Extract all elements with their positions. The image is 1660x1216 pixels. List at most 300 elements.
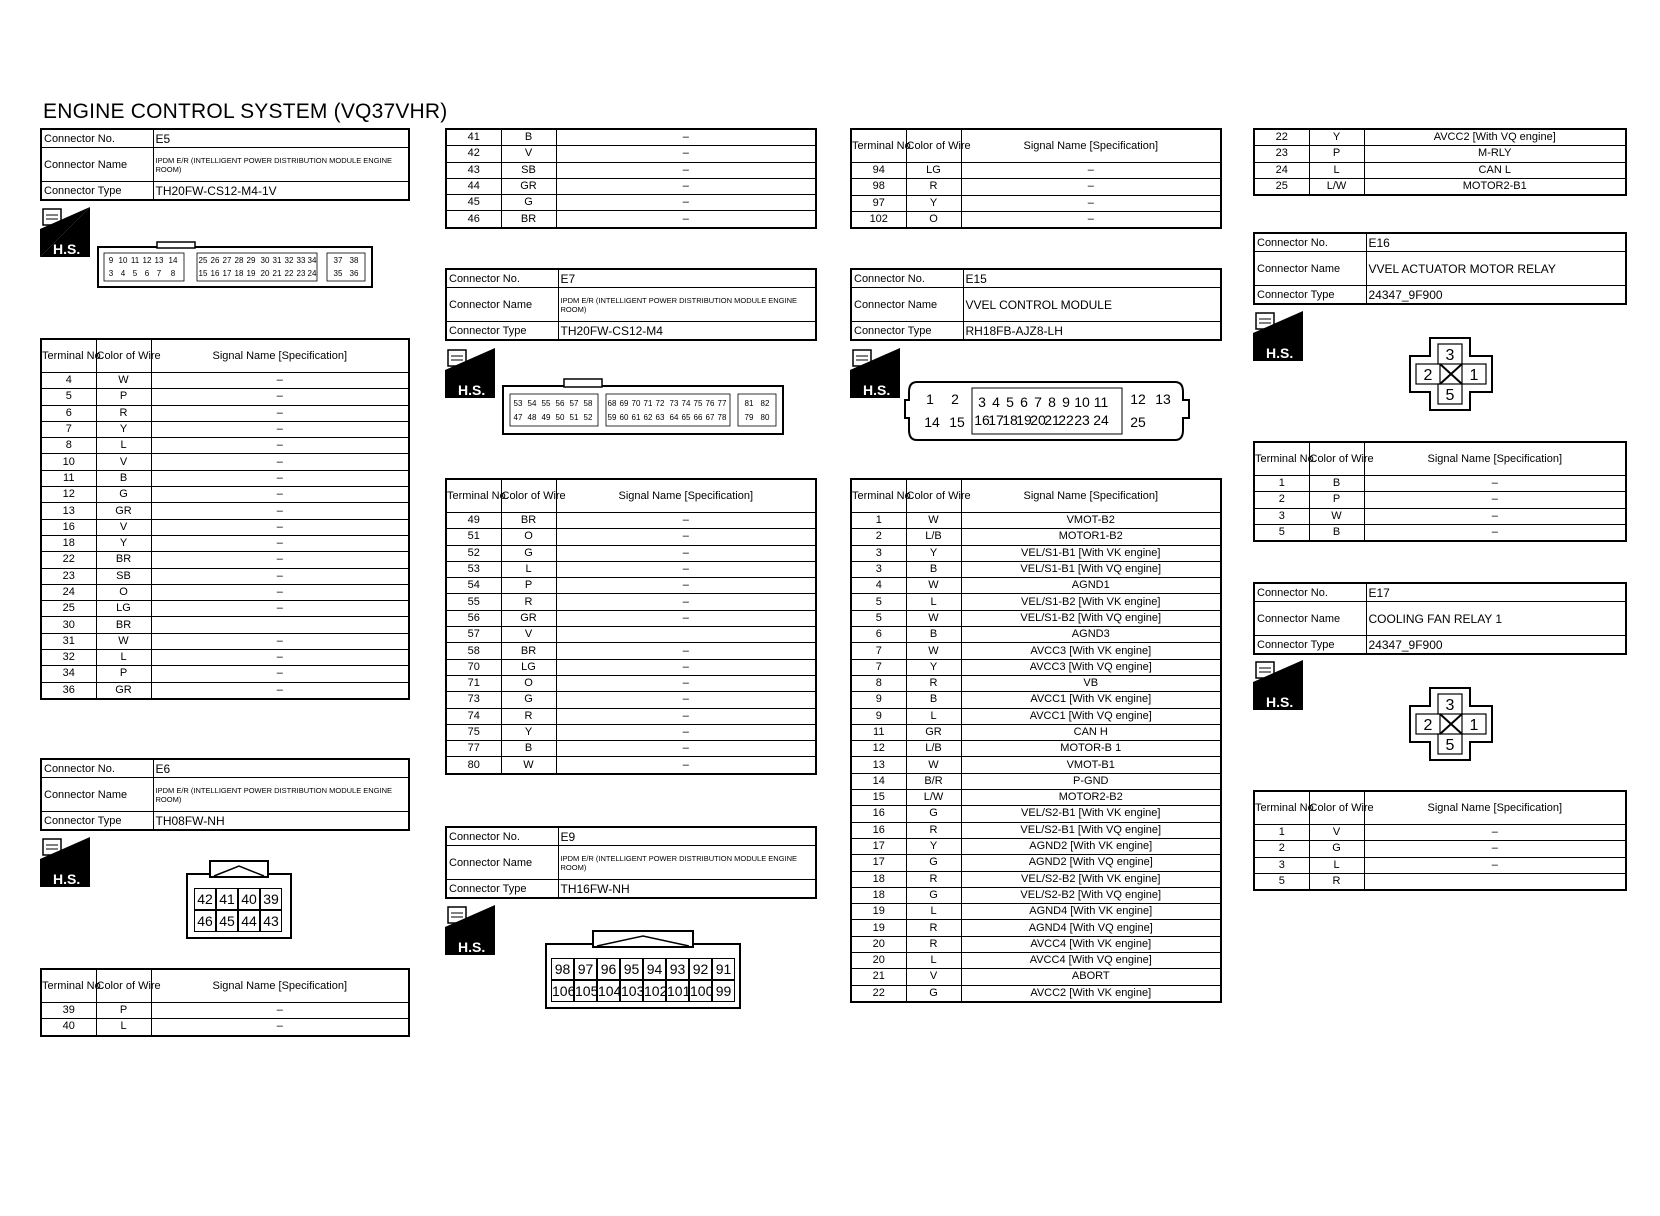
color-cell: L/B (906, 529, 961, 545)
signal-cell: AVCC4 [With VQ engine] (961, 953, 1221, 969)
table-row (851, 529, 1221, 545)
terminal-cell: 71 (446, 675, 501, 691)
svg-text:3: 3 (978, 394, 986, 410)
terminal-cell: 17 (851, 838, 906, 854)
value: TH08FW-NH (153, 812, 409, 831)
terminal-cell: 14 (851, 773, 906, 789)
svg-text:18: 18 (1002, 412, 1018, 428)
terminal-cell: 5 (851, 594, 906, 610)
color-cell: Y (501, 724, 556, 740)
svg-text:37: 37 (333, 256, 343, 265)
terminal-cell: 45 (446, 195, 501, 211)
signal-cell: MOTOR-B 1 (961, 741, 1221, 757)
table-row (41, 519, 409, 535)
signal-cell: – (151, 405, 409, 421)
table-row (1254, 825, 1626, 841)
value: E15 (963, 269, 1221, 288)
svg-text:11: 11 (130, 256, 140, 265)
svg-text:15: 15 (198, 269, 208, 278)
pin: 43 (260, 910, 282, 932)
terminal-cell: 12 (851, 741, 906, 757)
svg-text:H.S.: H.S. (53, 241, 81, 257)
label: Connector Name (446, 288, 558, 322)
color-cell: R (96, 405, 151, 421)
table-row (41, 682, 409, 699)
color-cell: GR (501, 610, 556, 626)
table-row (41, 535, 409, 551)
table-row (851, 855, 1221, 871)
terminal-cell: 4 (41, 373, 96, 389)
color-cell: V (501, 627, 556, 643)
col-terminal: Terminal No. (851, 479, 906, 513)
svg-text:55: 55 (541, 399, 551, 408)
signal-cell: – (1364, 476, 1626, 492)
signal-cell: – (151, 519, 409, 535)
signal-cell: – (151, 1003, 409, 1019)
color-cell: O (501, 675, 556, 691)
harness-side-icon (1253, 311, 1303, 361)
terminal-cell: 57 (446, 627, 501, 643)
color-cell: GR (501, 178, 556, 194)
svg-text:51: 51 (569, 413, 579, 422)
col-signal: Signal Name [Specification] (1364, 791, 1626, 825)
terminal-cell: 22 (851, 985, 906, 1002)
pin: 91 (712, 958, 735, 980)
color-cell: R (906, 871, 961, 887)
table-row (446, 741, 816, 757)
color-cell: Y (906, 195, 961, 211)
signal-cell: – (556, 741, 816, 757)
terminal-cell: 11 (851, 724, 906, 740)
table-row (446, 178, 816, 194)
value: E5 (153, 129, 409, 148)
terminal-cell: 5 (1254, 873, 1309, 890)
col-color: Color of Wire (96, 969, 151, 1003)
svg-text:35: 35 (333, 269, 343, 278)
terminal-cell: 6 (41, 405, 96, 421)
table-row (41, 503, 409, 519)
pin: 40 (238, 888, 260, 910)
terminal-cell: 52 (446, 545, 501, 561)
terminal-cell: 70 (446, 659, 501, 675)
svg-text:81: 81 (744, 399, 754, 408)
svg-text:77: 77 (717, 399, 727, 408)
terminal-cell: 6 (851, 627, 906, 643)
signal-cell: – (961, 211, 1221, 228)
table-row (41, 487, 409, 503)
color-cell: P (1309, 146, 1364, 162)
svg-text:48: 48 (527, 413, 537, 422)
table-row (41, 405, 409, 421)
value: E16 (1366, 233, 1626, 252)
table-row (446, 578, 816, 594)
pin: 105 (574, 980, 597, 1002)
label: Connector Type (41, 182, 153, 201)
color-cell: GR (906, 724, 961, 740)
label: Connector No. (851, 269, 963, 288)
value: IPDM E/R (INTELLIGENT POWER DISTRIBUTION MODULE ENGINE ROOM) (153, 148, 409, 182)
signal-cell: VEL/S2-B1 [With VQ engine] (961, 822, 1221, 838)
terminal-cell: 23 (41, 568, 96, 584)
signal-cell: VEL/S2-B2 [With VK engine] (961, 871, 1221, 887)
terminal-cell: 11 (41, 470, 96, 486)
table-row (41, 373, 409, 389)
table-row (41, 552, 409, 568)
label: Connector Type (1254, 636, 1366, 655)
signal-cell: AVCC2 [With VK engine] (961, 985, 1221, 1002)
terminal-cell: 1 (1254, 825, 1309, 841)
svg-text:19: 19 (1016, 412, 1032, 428)
color-cell: B (501, 129, 556, 146)
terminal-cell: 22 (41, 552, 96, 568)
pin: 42 (194, 888, 216, 910)
table-row (851, 594, 1221, 610)
col-terminal: Terminal No. (1254, 791, 1309, 825)
pin: 39 (260, 888, 282, 910)
value: RH18FB-AJZ8-LH (963, 322, 1221, 341)
terminal-cell: 20 (851, 936, 906, 952)
col-color: Color of Wire (906, 129, 961, 163)
terminal-cell: 19 (851, 904, 906, 920)
color-cell: R (906, 936, 961, 952)
e15-wire-table (850, 478, 1222, 1003)
color-cell: G (501, 195, 556, 211)
signal-cell: – (961, 179, 1221, 195)
value: E6 (153, 759, 409, 778)
svg-text:66: 66 (693, 413, 703, 422)
terminal-cell: 32 (41, 650, 96, 666)
svg-text:7: 7 (1034, 394, 1042, 410)
signal-cell: – (1364, 825, 1626, 841)
signal-cell: AGND4 [With VK engine] (961, 904, 1221, 920)
svg-text:53: 53 (513, 399, 523, 408)
value: TH20FW-CS12-M4 (558, 322, 816, 341)
pin: 5 (1445, 737, 1455, 754)
terminal-cell: 5 (1254, 524, 1309, 541)
terminal-cell: 21 (851, 969, 906, 985)
color-cell: O (96, 584, 151, 600)
svg-text:13: 13 (154, 256, 164, 265)
terminal-cell: 94 (851, 163, 906, 179)
signal-cell: AGND3 (961, 627, 1221, 643)
terminal-cell: 8 (851, 675, 906, 691)
value: IPDM E/R (INTELLIGENT POWER DISTRIBUTION MODULE ENGINE ROOM) (558, 288, 816, 322)
table-row (446, 561, 816, 577)
table-row (851, 953, 1221, 969)
e9-connector-face (545, 930, 741, 1010)
svg-text:6: 6 (1020, 394, 1028, 410)
color-cell: B (906, 627, 961, 643)
value: E17 (1366, 583, 1626, 602)
color-cell: LG (501, 659, 556, 675)
label: Connector Name (1254, 252, 1366, 286)
terminal-cell: 30 (41, 617, 96, 633)
table-row (851, 211, 1221, 228)
terminal-cell: 18 (41, 535, 96, 551)
terminal-cell: 12 (41, 487, 96, 503)
svg-text:17: 17 (222, 269, 232, 278)
label: Connector Type (851, 322, 963, 341)
terminal-cell: 36 (41, 682, 96, 699)
e9-info (445, 826, 817, 899)
label: Connector No. (41, 759, 153, 778)
signal-cell: VMOT-B2 (961, 513, 1221, 529)
color-cell: W (906, 513, 961, 529)
svg-text:29: 29 (246, 256, 256, 265)
color-cell: L (906, 594, 961, 610)
pin: 1 (1469, 717, 1479, 734)
table-row (851, 741, 1221, 757)
signal-cell: – (151, 1019, 409, 1036)
table-row (851, 545, 1221, 561)
svg-text:9: 9 (108, 256, 114, 265)
svg-text:10: 10 (118, 256, 128, 265)
svg-text:14: 14 (924, 414, 940, 430)
signal-cell: – (556, 675, 816, 691)
table-row (851, 675, 1221, 691)
table-row (446, 129, 816, 146)
terminal-cell: 51 (446, 529, 501, 545)
svg-text:11: 11 (1093, 394, 1109, 410)
terminal-cell: 9 (851, 708, 906, 724)
svg-text:20: 20 (260, 269, 270, 278)
signal-cell: AVCC4 [With VK engine] (961, 936, 1221, 952)
color-cell: P (96, 389, 151, 405)
table-row (851, 179, 1221, 195)
svg-text:16: 16 (974, 412, 990, 428)
pin: 100 (689, 980, 712, 1002)
terminal-cell: 4 (851, 578, 906, 594)
harness-side-icon (850, 348, 900, 398)
terminal-cell: 2 (1254, 841, 1309, 857)
terminal-cell: 39 (41, 1003, 96, 1019)
harness-side-icon (1253, 660, 1303, 710)
svg-text:80: 80 (760, 413, 770, 422)
terminal-cell: 31 (41, 633, 96, 649)
col-color: Color of Wire (1309, 442, 1364, 476)
color-cell: L (1309, 857, 1364, 873)
signal-cell: – (961, 195, 1221, 211)
signal-cell: VEL/S1-B2 [With VK engine] (961, 594, 1221, 610)
terminal-cell: 16 (851, 822, 906, 838)
svg-text:12: 12 (1130, 391, 1146, 407)
color-cell: V (501, 146, 556, 162)
signal-cell: VEL/S1-B2 [With VQ engine] (961, 610, 1221, 626)
label: Connector Type (446, 880, 558, 899)
color-cell: W (906, 610, 961, 626)
harness-side-icon (40, 837, 90, 887)
label: Connector Type (446, 322, 558, 341)
svg-text:32: 32 (284, 256, 294, 265)
terminal-cell: 53 (446, 561, 501, 577)
color-cell: P (501, 578, 556, 594)
color-cell: B (96, 470, 151, 486)
table-row (851, 790, 1221, 806)
terminal-cell: 44 (446, 178, 501, 194)
color-cell: L (906, 904, 961, 920)
e7-connector-face (502, 378, 784, 441)
color-cell: Y (96, 535, 151, 551)
table-row (446, 195, 816, 211)
signal-cell: – (556, 545, 816, 561)
table-row (41, 1003, 409, 1019)
value: 24347_9F900 (1366, 636, 1626, 655)
svg-text:27: 27 (222, 256, 232, 265)
svg-text:60: 60 (619, 413, 629, 422)
color-cell: P (96, 666, 151, 682)
col-signal: Signal Name [Specification] (1364, 442, 1626, 476)
terminal-cell: 56 (446, 610, 501, 626)
color-cell: Y (906, 545, 961, 561)
col-color: Color of Wire (96, 339, 151, 373)
terminal-cell: 10 (41, 454, 96, 470)
svg-text:18: 18 (234, 269, 244, 278)
signal-cell: VMOT-B1 (961, 757, 1221, 773)
signal-cell: – (556, 708, 816, 724)
terminal-cell: 7 (41, 421, 96, 437)
col-terminal: Terminal No. (1254, 442, 1309, 476)
color-cell: O (501, 529, 556, 545)
table-row (851, 659, 1221, 675)
svg-text:56: 56 (555, 399, 565, 408)
table-row (446, 529, 816, 545)
table-row (851, 806, 1221, 822)
e6-continued-table (445, 128, 817, 229)
pin: 93 (666, 958, 689, 980)
table-row (851, 936, 1221, 952)
signal-cell: – (556, 513, 816, 529)
table-row (851, 904, 1221, 920)
svg-text:67: 67 (705, 413, 715, 422)
table-row (1254, 524, 1626, 541)
svg-text:57: 57 (569, 399, 579, 408)
table-row (41, 438, 409, 454)
svg-text:3: 3 (108, 269, 114, 278)
svg-text:64: 64 (669, 413, 679, 422)
terminal-cell: 25 (1254, 178, 1309, 195)
col-terminal: Terminal No. (446, 479, 501, 513)
color-cell: V (96, 454, 151, 470)
svg-text:23: 23 (296, 269, 306, 278)
svg-text:20: 20 (1030, 412, 1046, 428)
svg-text:78: 78 (717, 413, 727, 422)
color-cell: L (1309, 162, 1364, 178)
terminal-cell: 13 (851, 757, 906, 773)
value: IPDM E/R (INTELLIGENT POWER DISTRIBUTION MODULE ENGINE ROOM) (558, 846, 816, 880)
color-cell: V (96, 519, 151, 535)
signal-cell: AVCC3 [With VQ engine] (961, 659, 1221, 675)
svg-text:33: 33 (296, 256, 306, 265)
value: VVEL CONTROL MODULE (963, 288, 1221, 322)
pin: 3 (1445, 347, 1455, 364)
pin: 101 (666, 980, 689, 1002)
signal-cell: – (151, 454, 409, 470)
table-row (41, 470, 409, 486)
svg-text:30: 30 (260, 256, 270, 265)
pin: 99 (712, 980, 735, 1002)
table-row (851, 724, 1221, 740)
signal-cell: AVCC3 [With VK engine] (961, 643, 1221, 659)
svg-text:75: 75 (693, 399, 703, 408)
value: E7 (558, 269, 816, 288)
pin: 103 (620, 980, 643, 1002)
terminal-cell: 41 (446, 129, 501, 146)
signal-cell: – (151, 682, 409, 699)
color-cell: R (1309, 873, 1364, 890)
terminal-cell: 3 (1254, 508, 1309, 524)
signal-cell: – (1364, 492, 1626, 508)
e15-connector-face (905, 380, 1190, 447)
signal-cell: – (556, 692, 816, 708)
svg-text:59: 59 (607, 413, 617, 422)
signal-cell: – (556, 129, 816, 146)
signal-cell: – (151, 535, 409, 551)
terminal-cell: 16 (41, 519, 96, 535)
svg-text:24: 24 (307, 269, 317, 278)
svg-text:13: 13 (1155, 391, 1171, 407)
terminal-cell: 8 (41, 438, 96, 454)
col-signal: Signal Name [Specification] (556, 479, 816, 513)
table-row (446, 594, 816, 610)
terminal-cell: 54 (446, 578, 501, 594)
col-signal: Signal Name [Specification] (151, 969, 409, 1003)
svg-text:H.S.: H.S. (1266, 694, 1294, 710)
signal-cell: – (151, 389, 409, 405)
svg-text:H.S.: H.S. (458, 939, 486, 955)
svg-text:5: 5 (1006, 394, 1014, 410)
terminal-cell: 43 (446, 162, 501, 178)
svg-text:65: 65 (681, 413, 691, 422)
signal-cell: AVCC1 [With VK engine] (961, 692, 1221, 708)
color-cell: BR (96, 617, 151, 633)
svg-text:7: 7 (156, 269, 162, 278)
terminal-cell: 46 (446, 211, 501, 228)
terminal-cell: 40 (41, 1019, 96, 1036)
svg-text:52: 52 (583, 413, 593, 422)
signal-cell: – (556, 610, 816, 626)
table-row (446, 627, 816, 643)
col-color: Color of Wire (1309, 791, 1364, 825)
color-cell: BR (501, 513, 556, 529)
svg-text:61: 61 (631, 413, 641, 422)
svg-text:5: 5 (132, 269, 138, 278)
signal-cell: CAN L (1364, 162, 1626, 178)
signal-cell: M-RLY (1364, 146, 1626, 162)
terminal-cell: 49 (446, 513, 501, 529)
table-row (41, 617, 409, 633)
terminal-cell: 24 (1254, 162, 1309, 178)
color-cell: R (906, 920, 961, 936)
table-row (851, 578, 1221, 594)
color-cell: B (1309, 476, 1364, 492)
pin: 96 (597, 958, 620, 980)
svg-text:23: 23 (1074, 412, 1090, 428)
page-title: ENGINE CONTROL SYSTEM (VQ37VHR) (43, 100, 448, 123)
terminal-cell: 19 (851, 920, 906, 936)
terminal-cell: 7 (851, 659, 906, 675)
table-row (851, 985, 1221, 1002)
e15-info (850, 268, 1222, 341)
svg-text:15: 15 (949, 414, 965, 430)
table-row (446, 659, 816, 675)
svg-text:1: 1 (926, 391, 934, 407)
pin: 5 (1445, 387, 1455, 404)
color-cell: Y (1309, 129, 1364, 146)
svg-text:21: 21 (1044, 412, 1060, 428)
signal-cell: VB (961, 675, 1221, 691)
pin: 46 (194, 910, 216, 932)
pin: 2 (1423, 367, 1433, 384)
